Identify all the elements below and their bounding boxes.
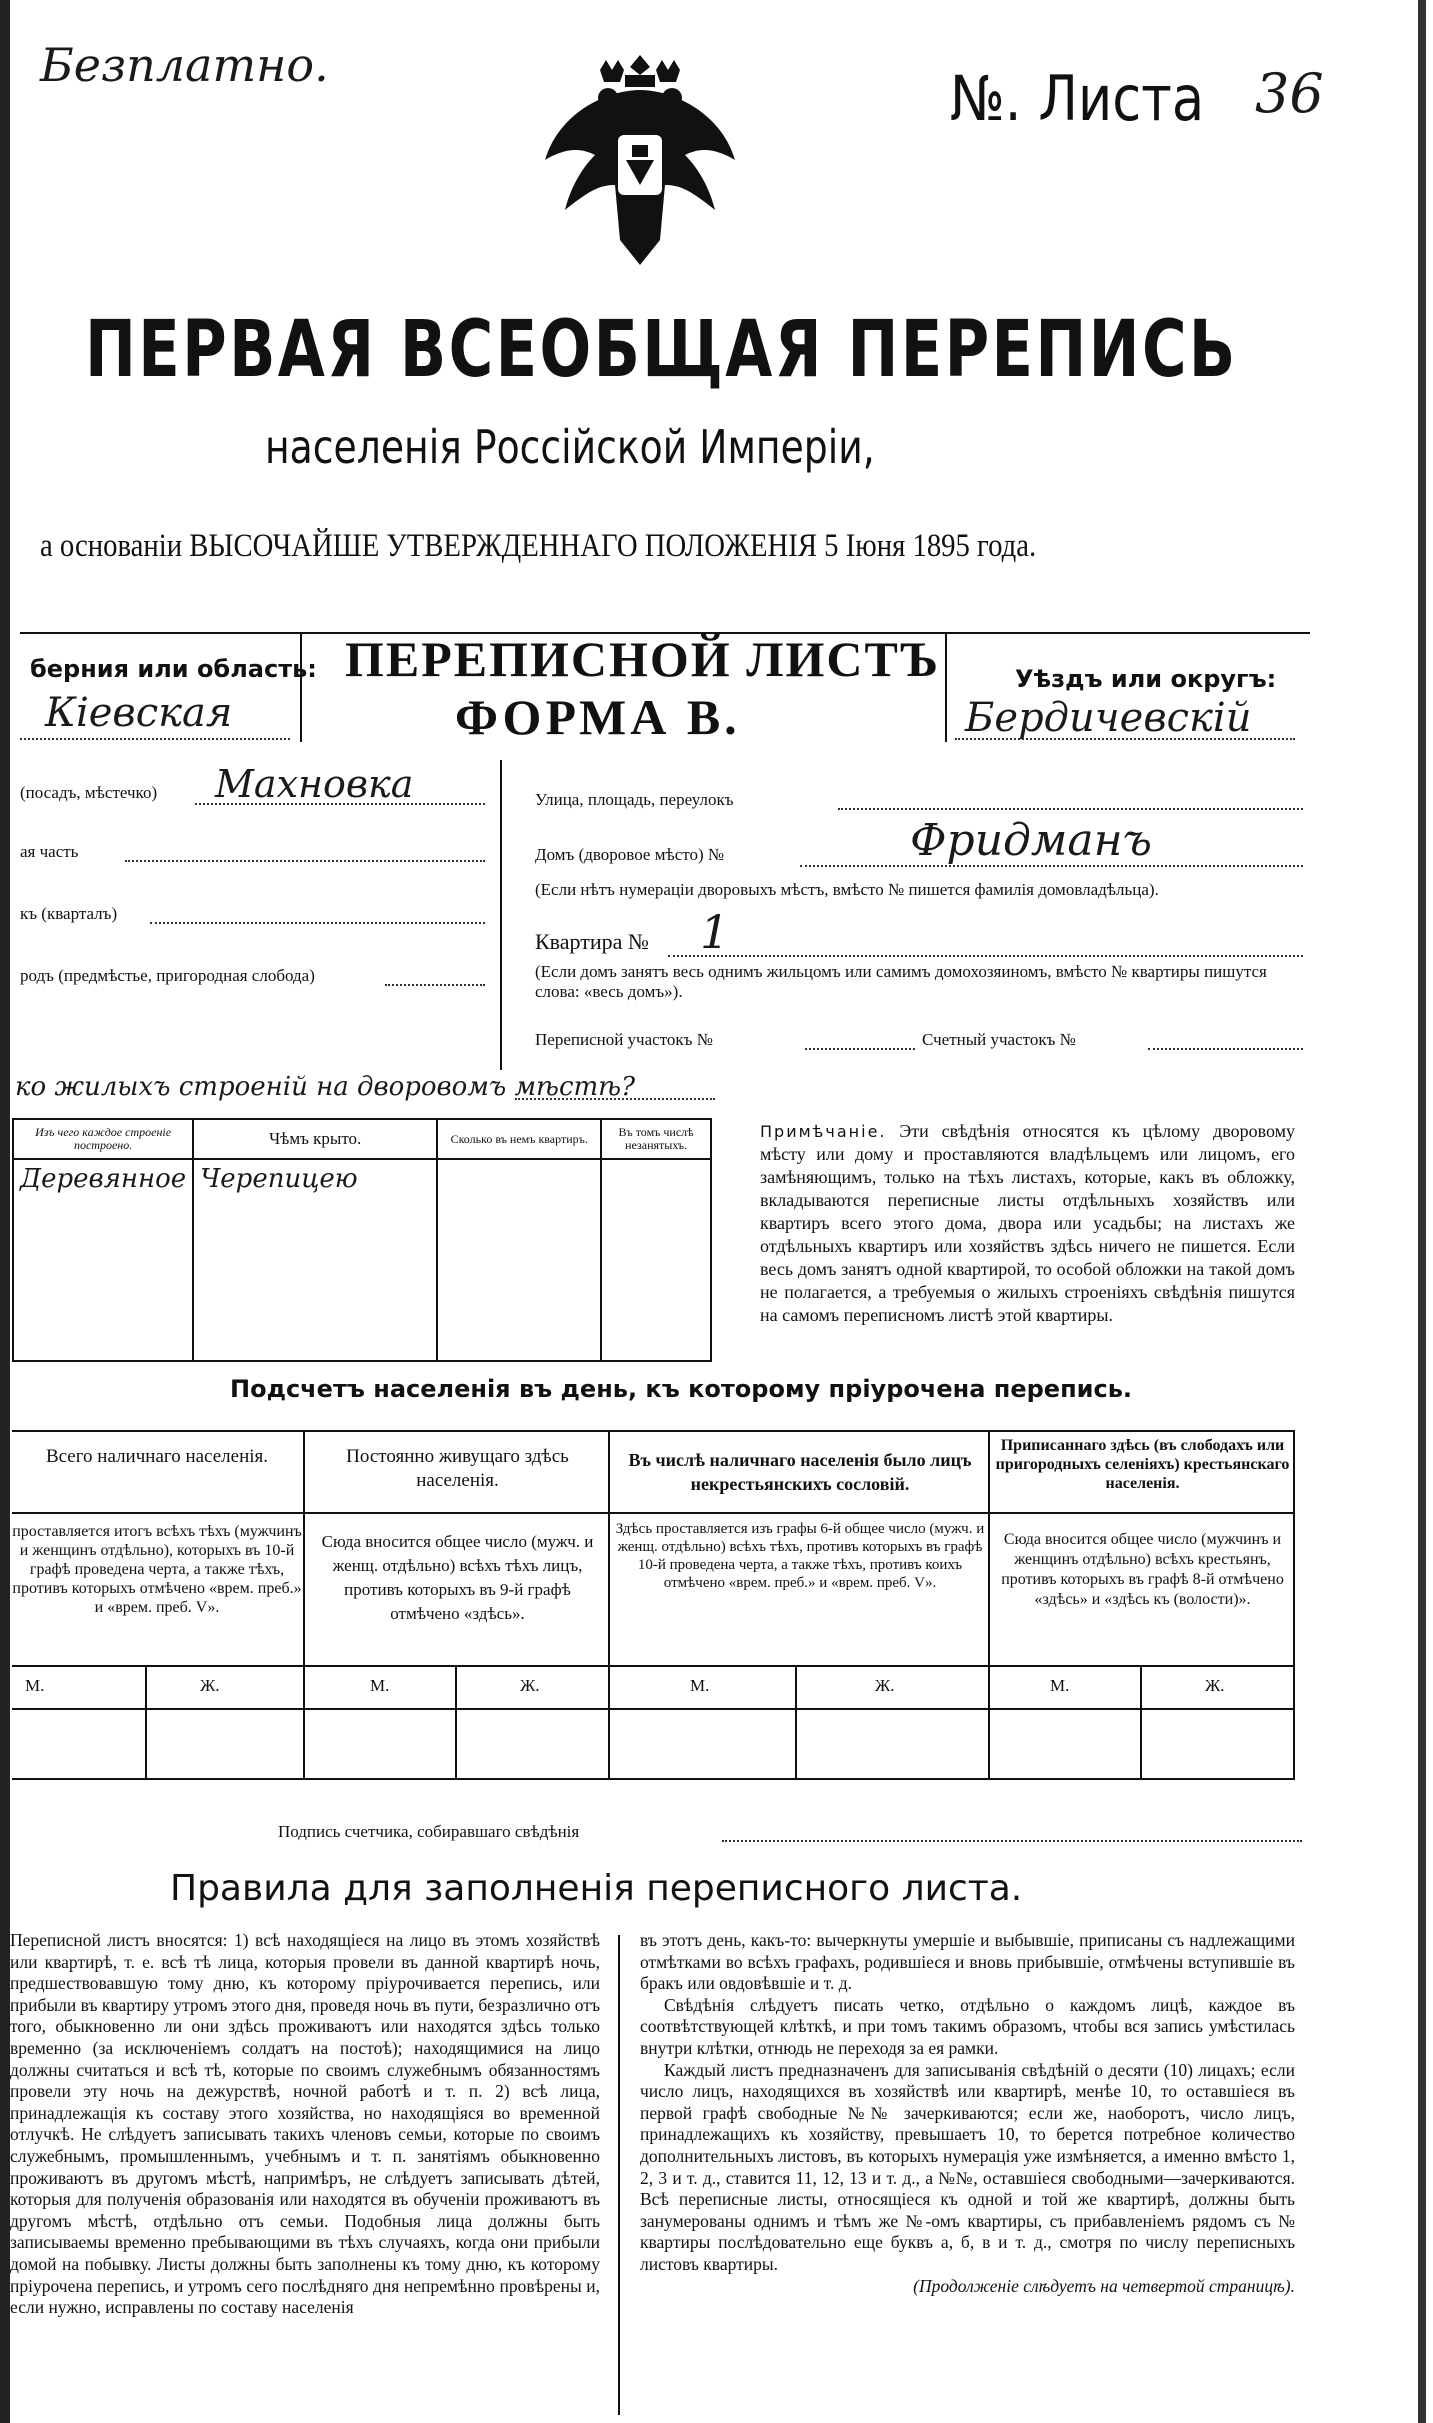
free-label: Безплатно. <box>40 38 329 92</box>
sheet-number: 36 <box>1255 62 1324 125</box>
buildings-row-vacant <box>601 1159 711 1361</box>
note-text: Эти свѣдѣнія относятся къ цѣлому дворовому мѣсту или дому и проставляются владѣльцемъ или лицомъ, его замѣняющимъ, только на тѣхъ листахъ, которые, какъ въ обложку, вкладываются переписные листы отдѣльныхъ хозяйствъ или квартиръ всего этого дома, двора или усадьбы; на листахъ же отдѣльныхъ квартиръ или хозяйствъ здѣсь ничего не пишется. Если весь домъ занятъ одной квартирой, то особой обложки на такой домъ не полагается, а требуемыя о жилыхъ строеніяхъ свѣдѣнія пишутся на самомъ переписномъ листѣ этой квартиры. <box>760 1121 1295 1325</box>
district-value: Бердичевскій <box>965 695 1252 741</box>
house-label: Домъ (дворовое мѣсто) № <box>535 845 725 864</box>
suburb-line <box>385 984 485 986</box>
province-label: берния или область: <box>30 655 317 683</box>
quarter-line <box>150 922 485 924</box>
apartment-value: 1 <box>700 905 730 959</box>
buildings-question-line <box>515 1098 715 1100</box>
pop-col-2 <box>608 1430 610 1780</box>
pop-col-1 <box>303 1430 305 1780</box>
pop-mf-bottom-line <box>12 1708 1295 1710</box>
district-label: Уѣздъ или округъ: <box>1015 665 1277 693</box>
pop-mf-split-1 <box>145 1665 147 1780</box>
census-area-label: Переписной участокъ № <box>535 1030 713 1049</box>
province-value: Кіевская <box>45 690 233 736</box>
buildings-row-roof <box>193 1159 437 1361</box>
note-label: Примѣчаніе. <box>760 1122 887 1141</box>
pop-mf-split-3 <box>795 1665 797 1780</box>
rules-right-p1: въ этотъ день, какъ-то: вычеркнуты умершіе и выбывшіе, приписаны съ надлежащими отмѣтками во всѣхъ графахъ, родившіеся и вновь прибывшіе, отмѣчены вступившіе въ бракъ или овдовѣвшіе и т. д. <box>640 1930 1295 1994</box>
address-divider <box>500 760 502 1070</box>
buildings-header-roof: Чѣмъ крыто. <box>193 1119 437 1159</box>
note-block <box>760 1120 1295 1327</box>
census-title: ПЕРВАЯ ВСЕОБЩАЯ ПЕРЕПИСЬ <box>85 305 1238 395</box>
pop-m-4: М. <box>1050 1676 1070 1695</box>
sheet-title: ПЕРЕПИСНОЙ ЛИСТЪ <box>345 631 941 687</box>
pop-title-line <box>12 1512 1295 1514</box>
house-line <box>800 865 1303 867</box>
pop-mf-split-4 <box>1140 1665 1142 1780</box>
pop-m-1: М. <box>25 1676 45 1695</box>
sheet-number-label <box>950 62 1324 135</box>
province-line <box>20 738 290 740</box>
sheet-label: №. Листа <box>950 62 1205 135</box>
pop-col-4-title: Приписаннаго здѣсь (въ слободахъ или пригородныхъ селеніяхъ) крестьянскаго населенія. <box>995 1437 1290 1492</box>
buildings-row-apartments <box>437 1159 601 1361</box>
population-heading: Подсчетъ населенія въ день, къ которому пріурочена перепись. <box>230 1375 1132 1403</box>
apartment-label: Квартира № <box>535 929 649 954</box>
town-line <box>195 803 485 805</box>
pop-col-3-title: Въ числѣ наличнаго населенія было лицъ некрестьянскихъ сословій. <box>628 1450 972 1494</box>
buildings-header-apartments: Сколько въ немъ квартиръ. <box>437 1119 601 1159</box>
pop-f-4: Ж. <box>1205 1676 1225 1695</box>
buildings-header-vacant: Въ томъ числѣ незанятыхъ. <box>601 1119 711 1159</box>
pop-col-3 <box>988 1430 990 1780</box>
buildings-material-value: Деревянное <box>20 1164 187 1194</box>
pop-col-4-desc: Сюда вносится общее число (мужчинъ и женщинъ отдѣльно) всѣхъ крестьянъ, противъ которыхъ въ графѣ 8-й отмѣчено «здѣсь» и «здѣсь къ (волости)». <box>1001 1531 1284 1608</box>
left-scan-edge <box>0 0 10 2423</box>
house-note: (Если нѣтъ нумераціи дворовыхъ мѣстъ, вмѣсто № пишется фамилія домовладѣльца). <box>535 880 1159 899</box>
pop-col-2-title: Постоянно живущаго здѣсь населенія. <box>346 1446 569 1491</box>
street-label: Улица, площадь, переулокъ <box>535 790 734 809</box>
quarter-label: къ (кварталъ) <box>20 904 118 923</box>
town-value: Махновка <box>215 762 414 806</box>
part-line <box>125 860 485 862</box>
apartment-note: (Если домъ занятъ весь однимъ жильцомъ или самимъ домохозяиномъ, вмѣсто № квартиры пишутся слова: «весь домъ»). <box>535 962 1267 1001</box>
pop-m-3: М. <box>690 1676 710 1695</box>
pop-top-line <box>12 1430 1295 1432</box>
rules-column-divider <box>618 1935 620 2415</box>
count-area-line <box>1148 1048 1303 1050</box>
town-label: (посадъ, мѣстечко) <box>20 783 158 802</box>
buildings-question: ко жилыхъ строеній на дворовомъ мѣстѣ? <box>15 1072 636 1102</box>
buildings-header-material: Изъ чего каждое строеніе построено. <box>13 1119 193 1159</box>
apartment-line <box>668 955 1303 957</box>
rules-left-column: Переписной листъ вносятся: 1) всѣ находящіеся на лицо въ этомъ хозяйствѣ или квартирѣ, т. е. всѣ тѣ лица, которыя провели въ данной квартирѣ ночь, предшествовавшую тому дню, къ которому пріурочивается перепись, или прибыли въ квартиру утромъ этого дня, проведя ночь въ пути, безразлично отъ того, обыкновенно ли они здѣсь проживаютъ или находятся здѣсь только временно (за исключеніемъ солдатъ на постоѣ); находящимися на лицо должны считаться и всѣ тѣ, которые по своимъ служебнымъ обязанностямъ провели эту ночь на дежурствѣ, ночной работѣ и т. п. 2) всѣ лица, принадлежащія къ составу этого хозяйства, но находящіяся во временной отлучкѣ. Не слѣдуетъ записывать такихъ членовъ семьи, которые по своимъ служебнымъ, промышленнымъ, учебнымъ и т. п. занятіямъ обыкновенно проживаютъ въ другомъ мѣстѣ, напримѣръ, не слѣдуетъ записывать дѣтей, которыя для полученія образованія или находятся въ обученіи проживаютъ въ другомъ мѣстѣ, отдѣльно отъ семьи. Подобныя лица должны быть записываемы временно пребывающими въ тѣхъ случаяхъ, когда они прибыли домой на побывку. Листы должны быть заполнены къ тому дню, къ которому пріурочена перепись, и утромъ сего послѣдняго дня непремѣнно провѣрены и, если нужно, исправлены по составу населенія <box>10 1930 600 2318</box>
signature-label: Подпись счетчика, собиравшаго свѣдѣнія <box>278 1822 580 1841</box>
pop-mf-split-2 <box>455 1665 457 1780</box>
buildings-table <box>12 1118 712 1362</box>
form-name: ФОРМА В. <box>455 689 741 745</box>
form-band-divider-left <box>300 632 302 742</box>
rules-right-column <box>640 1930 1295 2297</box>
pop-f-2: Ж. <box>520 1676 540 1695</box>
census-subtitle: населенія Россійской Имперіи, <box>265 420 875 474</box>
pop-col-1-desc: проставляется итогъ всѣхъ тѣхъ (мужчинъ и женщинъ отдѣльно), которыхъ въ 10-й графѣ проведена черта, а также тѣхъ, противъ которыхъ отмѣчено «врем. преб.» и «врем. преб. V». <box>12 1523 302 1616</box>
rules-heading: Правила для заполненія переписного листа. <box>170 1868 1023 1909</box>
pop-bottom-line <box>12 1778 1295 1780</box>
pop-f-3: Ж. <box>875 1676 895 1695</box>
rules-right-p3: Каждый листъ предназначенъ для записыванія свѣдѣній о десяти (10) лицахъ; если число лицъ, находящихся въ хозяйствѣ или квартирѣ, менѣе 10, то оставшіеся въ первой графѣ свободные №№ зачеркиваются; если же, наоборотъ, число лицъ, принадлежащихъ къ хозяйству, превышаетъ 10, то берется потребное количество дополнительныхъ листовъ, въ которыхъ нумерація уже измѣняется, а именно вмѣсто 1, 2, 3 и т. д., ставится 11, 12, 13 и т. д., а №№, оставшіеся свободными—зачеркиваются. Всѣ переписные листы, относящіеся къ одной и той же квартирѣ, должны быть занумерованы однимъ и тѣмъ же №-омъ квартиры, съ прибавленіемъ рядомъ съ № квартиры послѣдовательно еще буквъ а, б, в и т. д., смотря по числу переписныхъ листовъ квартиры. <box>640 2059 1295 2274</box>
census-basis: а основаніи ВЫСОЧАЙШЕ УТВЕРЖДЕННАГО ПОЛОЖЕНІЯ 5 Іюня 1895 года. <box>40 528 1037 564</box>
rules-right-p2: Свѣдѣнія слѣдуетъ писать четко, отдѣльно о каждомъ лицѣ, каждое въ соотвѣтствующей клѣткѣ, и при томъ такимъ образомъ, чтобы вся запись умѣстилась внутри клѣтки, отнюдь не переходя за ея рамки. <box>640 1994 1295 2058</box>
pop-f-1: Ж. <box>200 1676 220 1695</box>
pop-col-2-desc: Сюда вносится общее число (мужч. и женщ. отдѣльно) всѣхъ тѣхъ лицъ, противъ которыхъ въ 9-й графѣ отмѣчено «здѣсь». <box>321 1532 594 1623</box>
suburb-label: родъ (предмѣстье, пригородная слобода) <box>20 966 315 985</box>
part-label: ая часть <box>20 842 79 861</box>
buildings-roof-value: Черепицею <box>200 1164 358 1194</box>
signature-line <box>722 1840 1302 1842</box>
count-area-label: Счетный участокъ № <box>922 1030 1076 1049</box>
pop-mf-line <box>12 1665 1295 1667</box>
right-scan-edge <box>1418 0 1426 2423</box>
imperial-eagle-emblem <box>540 50 740 280</box>
pop-col-1-title: Всего наличнаго населенія. <box>45 1446 269 1467</box>
street-line <box>838 808 1303 810</box>
district-line <box>955 738 1295 740</box>
pop-col-3-desc: Здѣсь проставляется изъ графы 6-й общее число (мужч. и женщ. отдѣльно) всѣхъ тѣхъ, противъ которыхъ въ графѣ 10-й проведена черта, а также тѣхъ, противъ коихъ отмѣчено «врем. преб.» и «врем. преб. V». <box>615 1521 985 1591</box>
census-area-line <box>805 1048 915 1050</box>
pop-m-2: М. <box>370 1676 390 1695</box>
buildings-row-material <box>13 1159 193 1361</box>
rules-continuation: (Продолженіе слѣдуетъ на четвертой страницѣ). <box>913 2275 1295 2296</box>
house-value: Фридманъ <box>910 815 1152 866</box>
pop-col-right <box>1293 1430 1295 1780</box>
form-band-divider-right <box>945 632 947 742</box>
